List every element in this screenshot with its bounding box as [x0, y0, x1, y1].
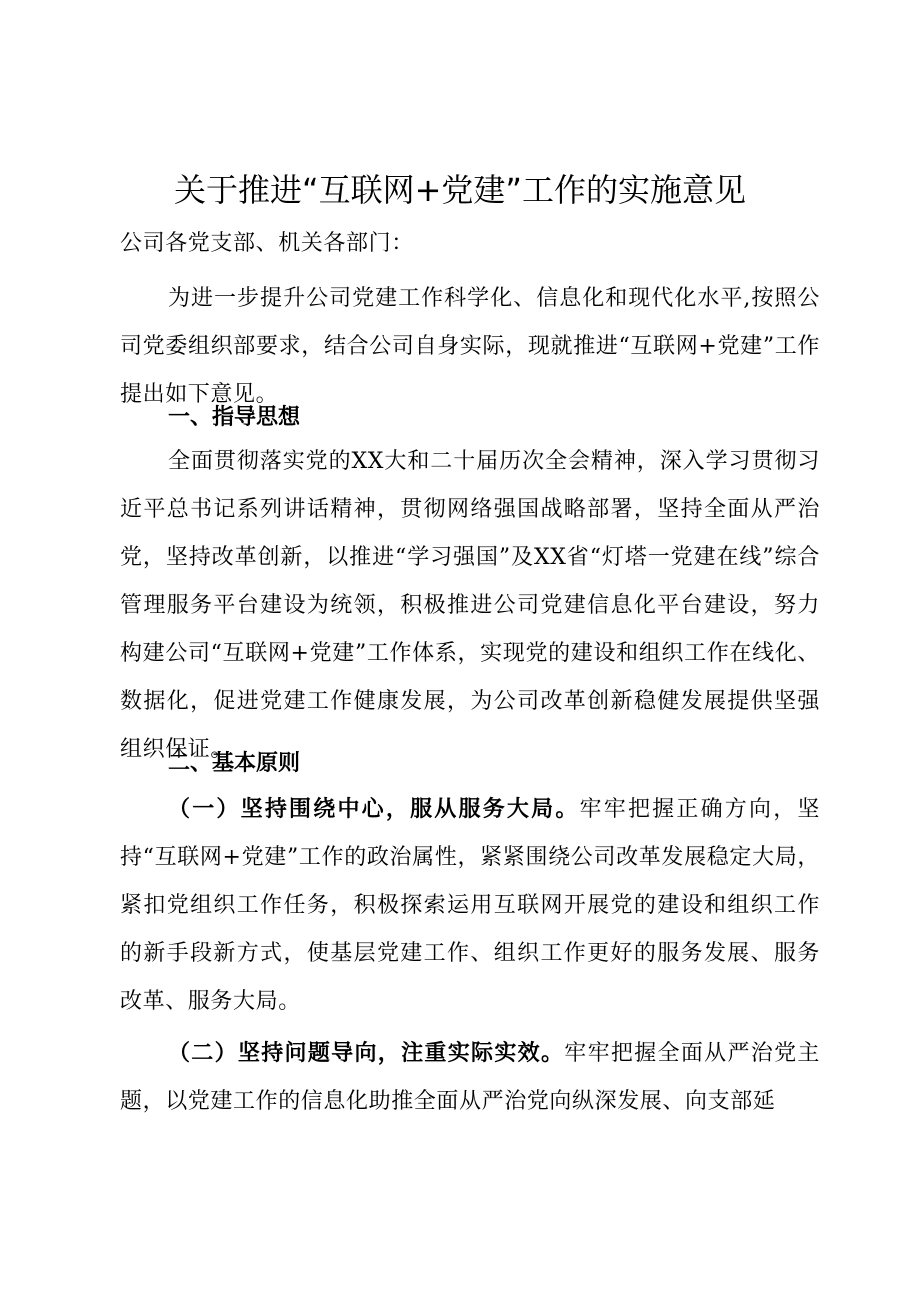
- salutation: 公司各党支部、机关各部门：: [120, 231, 414, 256]
- principle-paragraph: [120, 786, 820, 1026]
- section-heading-guiding-ideology: 一、指导思想: [168, 405, 301, 430]
- section-heading-basic-principles: 二、基本原则: [168, 751, 301, 776]
- principle-body: 牢牢把握全面从严治党主题，以党建工作的信息化助推全面从严治党向纵深发展、向支部延: [120, 1041, 821, 1114]
- intro-paragraph: 为进一步提升公司党建工作科学化、信息化和现代化水平,按照公司党委组织部要求，结合公司自身实际，现就推进“互联网+党建”工作提出如下意见。: [120, 286, 820, 407]
- document-title: 关于推进“互联网+党建”工作的实施意见: [174, 171, 746, 209]
- principle-body: 牢牢把握正确方向，坚持“互联网+党建”工作的政治属性，紧紧围绕公司改革发展稳定大局，紧扣党组织工作任务，积极探索运用互联网开展党的建设和组织工作的新手段新方式，使基层党建工作、组织工作更好的服务发展、服务改革、服务大局。: [120, 797, 820, 1014]
- principle-paragraph: [120, 1030, 820, 1126]
- principle-lead: （一）坚持围绕中心，服从服务大局。: [168, 797, 580, 822]
- guiding-ideology-paragraph: 全面贯彻落实党的XX大和二十届历次全会精神，深入学习贯彻习近平总书记系列讲话精神，贯彻网络强国战略部署，坚持全面从严治党，坚持改革创新，以推进“学习强国”及XX省“灯塔一党建在线”综合管理服务平台建设为统领，积极推进公司党建信息化平台建设，努力构建公司“互联网+党建”工作体系，实现党的建设和组织工作在线化、数据化，促进党建工作健康发展，为公司改革创新稳健发展提供坚强组织保证。: [120, 449, 820, 762]
- principle-lead: （二）坚持问题导向，注重实际实效。: [168, 1041, 565, 1066]
